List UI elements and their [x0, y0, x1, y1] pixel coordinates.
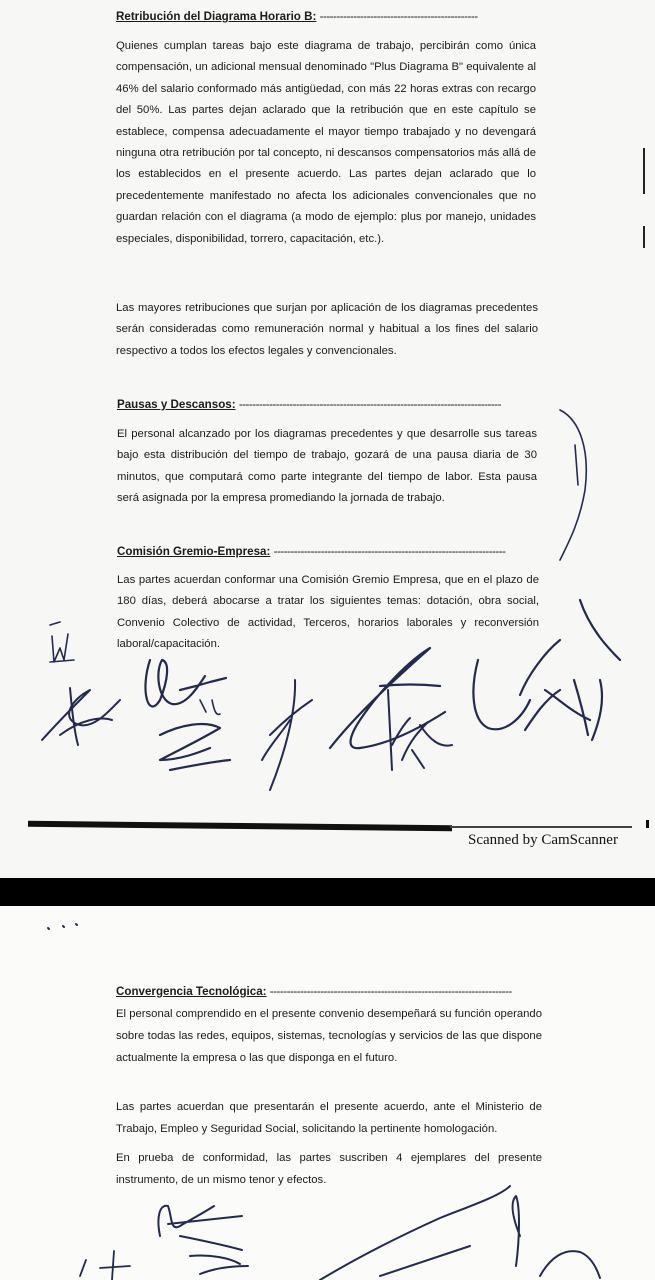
heading-text: Pausas y Descansos: [117, 398, 236, 411]
scan-specks [48, 924, 77, 929]
signature-initials-left [50, 622, 74, 662]
paragraph-conformidad: En prueba de conformidad, las partes suscriben 4 ejemplares del presente instrumento, de un mismo tenor y efectos. [116, 1152, 542, 1186]
heading-dashes: ------------------------------------------------------------------------ [269, 985, 512, 998]
scan-edge-mark [643, 226, 645, 248]
paragraph-comision: Las partes acuerdan conformar una Comisión Gremio Empresa, que en el plazo de 180 días, deberá abocarse a tratar los siguientes temas: dotación, obra social, Convenio Colectivo de actividad, Terceros, horarios laborales y reconversión laboral/capacitación. [117, 574, 539, 651]
signature-center-left-p2 [158, 1206, 248, 1274]
paragraph-mayores-retribuciones: Las mayores retribuciones que surjan por aplicación de los diagramas precedentes serán consideradas como remuneración normal y habitual a los fines del salario respectivo a todos los efectos legales y convencionales. [116, 302, 538, 357]
section-heading-comision [117, 545, 537, 558]
signature-left [42, 688, 120, 745]
heading-dashes: ------------------------------------------------------------------------------ [238, 398, 501, 411]
signatures-page-2 [0, 906, 655, 1280]
paragraph-presentacion: Las partes acuerdan que presentarán el presente acuerdo, ante el Ministerio de Trabajo, Empleo y Seguridad Social, solicitando la pertinente homologación. [116, 1101, 542, 1135]
heading-dashes: ----------------------------------------------- [319, 10, 478, 23]
scanned-page-2 [0, 906, 655, 1280]
paragraph-retribucion: Quienes cumplan tareas bajo este diagrama de trabajo, percibirán como única compensación, un adicional mensual denominado "Plus Diagrama B" equivalente al 46% del salario conformado más antigüedad, con más 22 horas extras con recargo del 50%. Las partes dejan aclarado que la retribución que en este capítulo se establece, compensa adecuadamente el mayor tiempo trabajado y no devengará ninguna otra retribución por tal concepto, ni descansos compensatorios más allá de los establecidos en el presente acuerdo. Las partes dejan aclarado que lo precedentemente manifestado no afecta los adicionales convencionales que no guardan relación con el diagrama (a modo de ejemplo: plus por manejo, unidades especiales, disponibilidad, torrero, capacitación, etc.). [116, 40, 536, 245]
section-heading-convergencia [116, 985, 542, 998]
page-separator-band [0, 878, 655, 906]
signature-center-right [330, 648, 452, 770]
scanned-by-footer: Scanned by CamScanner [468, 832, 618, 848]
heading-text: Comisión Gremio-Empresa: [117, 545, 271, 558]
scan-edge-mark [646, 820, 649, 828]
signature-left-p2 [80, 1251, 130, 1280]
signature-center [262, 680, 312, 790]
scan-edge-mark [643, 148, 645, 194]
section-heading-pausas [117, 398, 537, 411]
heading-dashes: --------------------------------------------------------------------- [273, 545, 506, 558]
heading-text: Retribución del Diagrama Horario B: [116, 10, 317, 23]
paragraph-convergencia: El personal comprendido en el presente convenio desempeñará su función operando sobre todas las redes, equipos, sistemas, tecnologías y servicios de las que dispone actualmente la empresa o las que disponga en el futuro. [116, 1008, 542, 1064]
footer-rule [28, 821, 452, 831]
heading-text: Convergencia Tecnológica: [116, 985, 267, 998]
signature-right-p2 [513, 1196, 600, 1278]
paragraph-pausas: El personal alcanzado por los diagramas precedentes y que desarrolle sus tareas bajo esta distribución del tiempo de trabajo, gozará de una pausa diaria de 30 minutos, que computará como parte integrante del tiempo de labor. Esta pausa será asignada por la empresa promediando la jornada de trabajo. [117, 428, 537, 505]
signature-center-left [145, 660, 230, 770]
footer-rule [450, 826, 632, 828]
section-heading-retribucion [116, 10, 534, 23]
signature-center-p2 [320, 1186, 510, 1280]
